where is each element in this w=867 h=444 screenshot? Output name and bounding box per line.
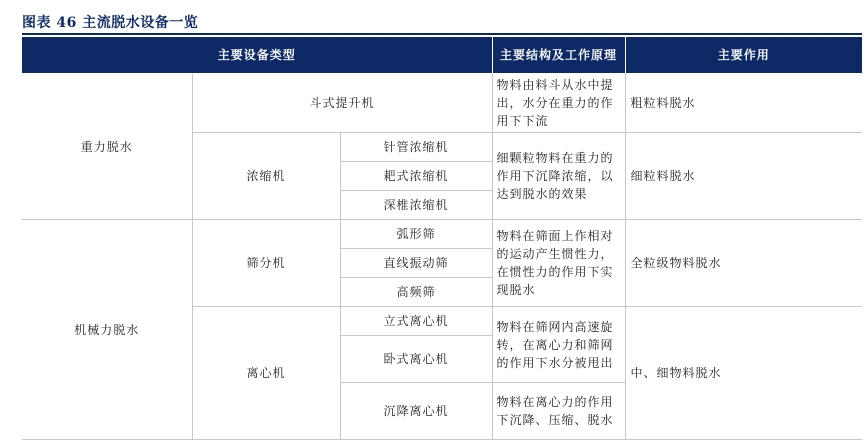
role-bucket-elevator: 粗粒料脱水 (625, 74, 862, 133)
role-centrifuge: 中、细物料脱水 (625, 307, 862, 440)
figure-title: 图表 46 主流脱水设备一览 (22, 15, 199, 31)
equipment-thickener: 浓缩机 (192, 133, 340, 220)
subtype-settling-centrifuge: 沉降离心机 (340, 383, 492, 440)
subtype-linear-vibrating-screen: 直线振动筛 (340, 249, 492, 278)
subtype-vertical-centrifuge: 立式离心机 (340, 307, 492, 336)
principle-screen: 物料在筛面上作相对的运动产生惯性力，在惯性力的作用下实现脱水 (492, 220, 625, 307)
dehydration-equipment-table (22, 37, 862, 440)
equipment-bucket-elevator: 斗式提升机 (192, 74, 492, 133)
role-screen: 全粒级物料脱水 (625, 220, 862, 307)
table-row (22, 74, 862, 133)
principle-screen-centrifuge: 物料在筛网内高速旋转，在离心力和筛网的作用下水分被甩出 (492, 307, 625, 383)
header-row (22, 37, 862, 74)
subtype-needle-thickener: 针管浓缩机 (340, 133, 492, 162)
title-rule (22, 33, 862, 35)
subtype-arc-screen: 弧形筛 (340, 220, 492, 249)
header-type: 主要设备类型 (22, 37, 492, 74)
header-role: 主要作用 (625, 37, 862, 74)
principle-bucket-elevator: 物料由料斗从水中提出，水分在重力的作用下下流 (492, 74, 625, 133)
subtype-rake-thickener: 耙式浓缩机 (340, 162, 492, 191)
subtype-deep-cone-thickener: 深椎浓缩机 (340, 191, 492, 220)
category-mechanical: 机械力脱水 (22, 220, 192, 440)
role-thickener: 细粒料脱水 (625, 133, 862, 220)
subtype-horizontal-centrifuge: 卧式离心机 (340, 336, 492, 383)
table-row (22, 220, 862, 249)
principle-thickener: 细颗粒物料在重力的作用下沉降浓缩，以达到脱水的效果 (492, 133, 625, 220)
subtype-high-frequency-screen: 高频筛 (340, 278, 492, 307)
header-principle: 主要结构及工作原理 (492, 37, 625, 74)
principle-settling-centrifuge: 物料在离心力的作用下沉降、压缩、脱水 (492, 383, 625, 440)
equipment-screen: 筛分机 (192, 220, 340, 307)
category-gravity: 重力脱水 (22, 74, 192, 220)
equipment-centrifuge: 离心机 (192, 307, 340, 440)
